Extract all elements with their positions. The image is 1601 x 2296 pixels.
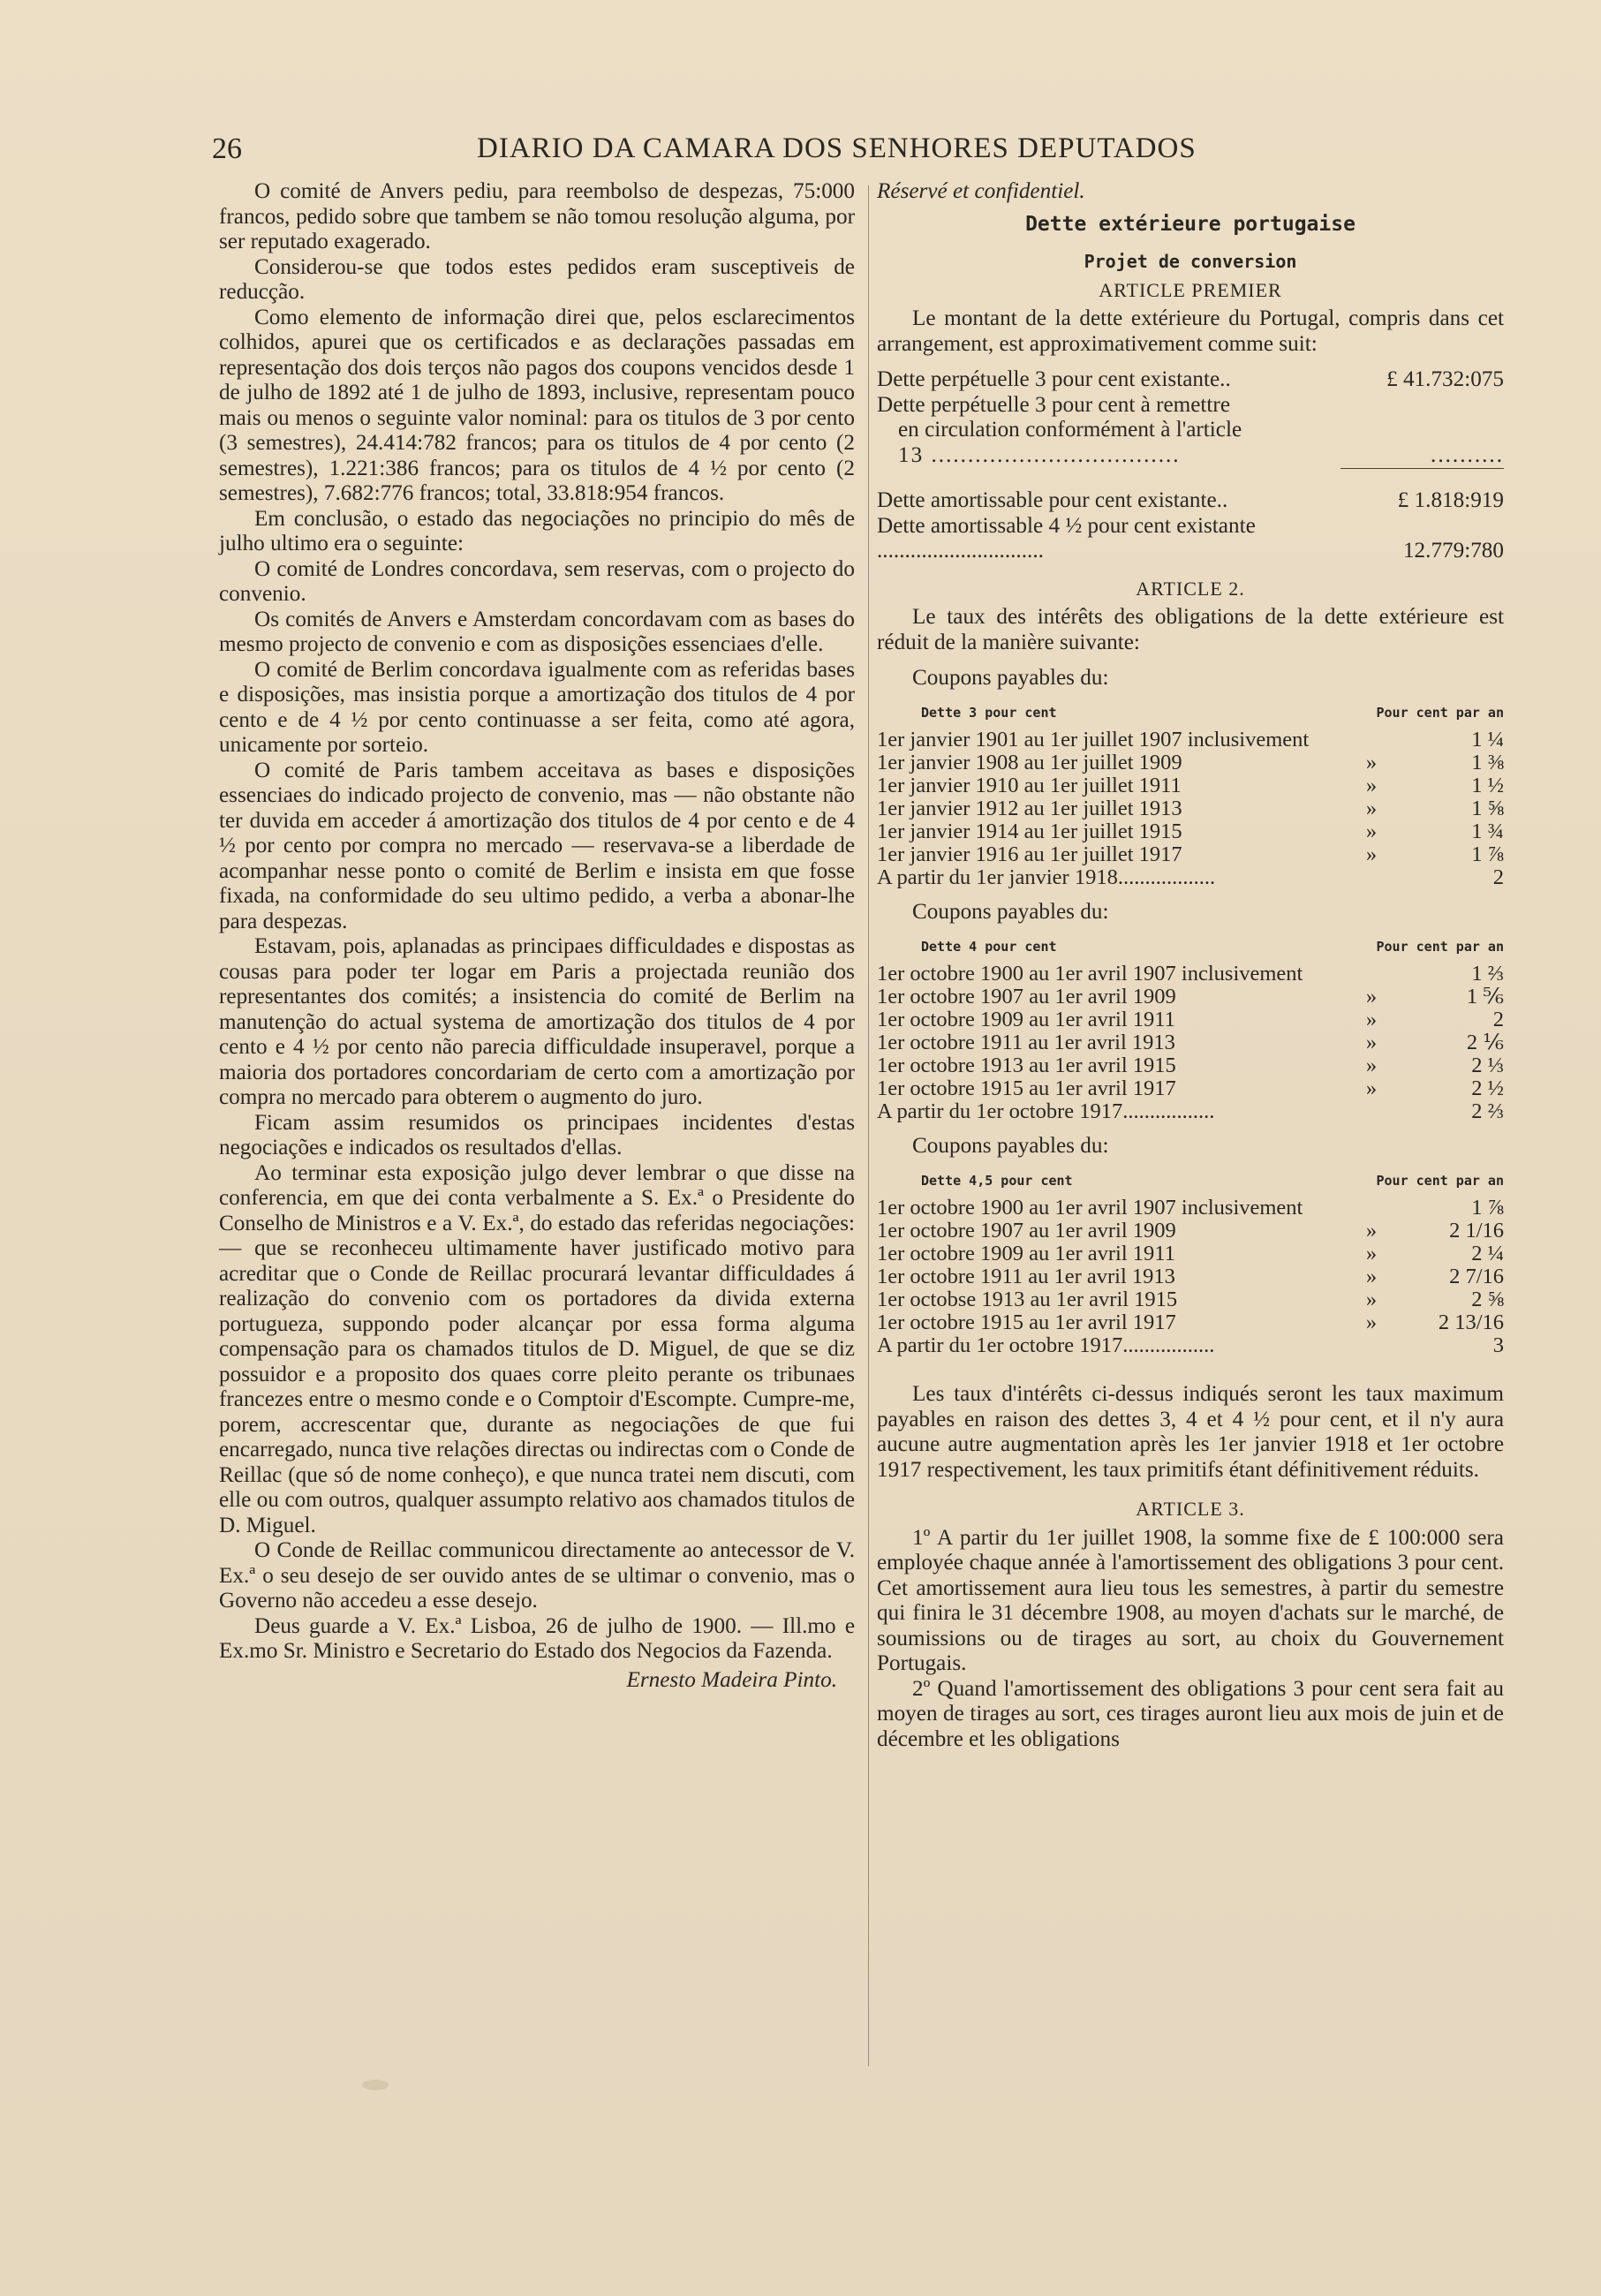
- coupon-row: [877, 774, 1504, 797]
- coupon-final-row: [877, 1334, 1504, 1357]
- coupon-rate: 2 ⅓: [1471, 1054, 1504, 1077]
- coupon-row: [877, 1077, 1504, 1100]
- table-row: [877, 418, 1504, 443]
- coupon-row: [877, 1054, 1504, 1077]
- paragraph: Como elemento de informação direi que, pelos esclarecimentos colhidos, apurei que os certificados e as declarações passadas em representação dos dois terços não pagos dos coupons vencidos desde 1 de julho de 1892 até 1 de julho de 1893, inclusive, representam pouco mais ou menos o seguinte valor nominal: para os titulos de 3 por cento (3 semestres), 24.414:782 francos; para os titulos de 4 por cento (2 semestres), 1.221:386 francos; para os titulos de 4 ½ por cento (2 semestres), 7.682:776 francos; total, 33.818:954 francos.: [219, 305, 855, 505]
- coupon-header-left: Dette 4 pour cent: [921, 938, 1057, 955]
- coupon-period: A partir du 1er octobre 1917.................: [877, 1333, 1215, 1357]
- coupon-period: 1er octobre 1915 au 1er avril 1917: [877, 1310, 1176, 1334]
- ditto-mark: »: [1365, 985, 1378, 1008]
- coupon-row: [877, 1197, 1504, 1220]
- coupon-row: [877, 1008, 1504, 1031]
- paragraph: Ao terminar esta exposição julgo dever lembrar o que disse na conferencia, em que dei conta verbalmente a S. Ex.ª o Presidente do Conselho de Ministros e a V. Ex.ª, do estado das referidas negociações: — que se reconheceu ultimamente haver justificado motivo para acreditar que o Conde de Reillac procurará levantar difficuldades á realização do convenio com os portadores da divida externa portugueza, suppondo poder alcançar por essa forma alguma compensação para os chamados titulos de D. Miguel, de que se diz possuidor e a proposito dos quaes corre pleito perante os tribunaes francezes entre o mesmo conde e o Comptoir d'Escompte. Cumpre-me, porem, accrescentar que, durante as negociações de que fui encarregado, nunca tive relações directas ou indirectas com o Conde de Reillac (que só de nome conheço), e que nunca tratei nem discuti, com elle ou com outros, qualquer assumpto relativo aos chamados titulos de D. Miguel.: [219, 1160, 855, 1537]
- paragraph: O Conde de Reillac communicou directamente ao antecessor de V. Ex.ª o seu desejo de ser ouvido antes de se ultimar o convenio, mas o Governo não accedeu a esse desejo.: [219, 1538, 855, 1612]
- article-heading: ARTICLE 2.: [1136, 577, 1245, 600]
- table-cell: ..........: [1340, 443, 1504, 469]
- coupon-period: 1er octobre 1907 au 1er avril 1909: [877, 985, 1176, 1008]
- table-cell: en circulation conformément à l'article: [898, 418, 1242, 442]
- ditto-mark: »: [1365, 1310, 1378, 1334]
- paragraph: Les taux d'intérêts ci-dessus indiqués seront les taux maximum payables en raison des dettes 3, 4 et 4 ½ pour cent, et il n'y aura aucune autre augmentation après les 1er janvier 1918 et 1er octobre 1917 respectivement, les taux primitifs étant définitivement réduits.: [877, 1382, 1504, 1482]
- coupon-group-title: Coupons payables du:: [912, 1134, 1109, 1158]
- table-cell: £ 41.732:075: [1386, 367, 1504, 391]
- debt-amount-table: [877, 367, 1504, 564]
- coupon-rate: 1 ⅞: [1471, 1196, 1504, 1220]
- coupon-period: 1er octobre 1909 au 1er avril 1911: [877, 1008, 1175, 1031]
- table-cell: Dette perpétuelle 3 pour cent à remettre: [877, 392, 1230, 417]
- coupon-rate: 1 ⅞: [1471, 842, 1504, 866]
- paragraph: Ficam assim resumidos os principaes incidentes d'estas negociações e indicados os resultados d'ellas.: [219, 1110, 855, 1159]
- ditto-mark: »: [1365, 797, 1378, 820]
- ditto-mark: »: [1365, 1054, 1378, 1077]
- left-column: [219, 179, 855, 1693]
- table-cell: 12.779:780: [1402, 539, 1504, 563]
- coupon-header-right: Pour cent par an: [1376, 938, 1504, 955]
- coupon-period: 1er octobre 1913 au 1er avril 1915: [877, 1054, 1176, 1077]
- table-cell: Dette amortissable pour cent existante..: [877, 488, 1228, 512]
- ditto-mark: »: [1365, 1219, 1378, 1242]
- table-cell: [1340, 393, 1504, 419]
- ditto-mark: »: [1365, 1242, 1378, 1265]
- coupon-header: [877, 1168, 1504, 1194]
- coupon-rate: 2 1/16: [1449, 1219, 1504, 1242]
- coupon-rate: 1 ½: [1471, 774, 1504, 797]
- document-title: Dette extérieure portugaise: [1025, 212, 1356, 236]
- coupon-period: 1er octobse 1913 au 1er avril 1915: [877, 1288, 1178, 1311]
- ditto-mark: »: [1365, 1031, 1378, 1054]
- coupon-header-left: Dette 3 pour cent: [921, 704, 1057, 721]
- coupon-rate: 1 ⅝: [1471, 797, 1504, 820]
- table-cell: 13 ..................................: [898, 442, 1181, 467]
- coupon-final-row: [877, 1100, 1504, 1123]
- coupon-group-title: Coupons payables du:: [912, 900, 1109, 924]
- coupon-row: [877, 797, 1504, 820]
- paragraph: O comité de Londres concordava, sem reservas, com o projecto do convenio.: [219, 556, 855, 606]
- paragraph: Le montant de la dette extérieure du Portugal, compris dans cet arrangement, est approximativement comme suit:: [877, 306, 1504, 356]
- coupon-header: [877, 700, 1504, 726]
- ditto-mark: »: [1365, 1265, 1378, 1288]
- coupon-row: [877, 751, 1504, 774]
- coupon-header-left: Dette 4,5 pour cent: [921, 1172, 1073, 1189]
- coupon-row: [877, 1031, 1504, 1054]
- table-row: [877, 393, 1504, 419]
- ditto-mark: [1327, 1197, 1416, 1220]
- coupon-period: 1er octobre 1911 au 1er avril 1913: [877, 1031, 1175, 1054]
- coupon-group-title: Coupons payables du:: [912, 666, 1109, 690]
- coupon-rate: 2 13/16: [1438, 1310, 1504, 1334]
- table-row: [877, 367, 1504, 393]
- paragraph: O comité de Berlim concordava igualmente com as referidas bases e disposições, mas insistia porque a amortização dos titulos de 4 por cento e de 4 ½ por cento continuasse a ser feita, como até agora, unicamente por sorteio.: [219, 657, 855, 757]
- table-row: [877, 514, 1504, 564]
- ditto-mark: »: [1365, 842, 1378, 866]
- coupon-rate: 1 ¼: [1471, 728, 1504, 751]
- ditto-mark: »: [1365, 774, 1378, 797]
- coupon-rate: 2 ½: [1471, 1076, 1504, 1100]
- coupon-row: [877, 820, 1504, 843]
- coupon-period: A partir du 1er janvier 1918..................: [877, 865, 1216, 889]
- paragraph: O comité de Paris tambem acceitava as bases e disposições essenciaes do indicado projecto de convenio, mas — não obstante não ter duvida em acceder á amortização dos titulos de 4 por cento e de 4 ½ por cento por compra no mercado — reservava-se a liberdade de acompanhar nesse ponto o comité de Berlim e insista em que fosse fixada, na conformidade do seu ultimo pedido, a verba a abonar-lhe para despezas.: [219, 758, 855, 933]
- paragraph: 1º A partir du 1er juillet 1908, la somme fixe de £ 100:000 sera employée chaque année à l'amortissement des obligations 3 pour cent. Cet amortissement aura lieu tous les semestres, à partir du semestre qui finira le 31 décembre 1908, au moyen d'achats sur le marché, de soumissions ou de tirages au sort, au choix du Gouvernement Portugais.: [877, 1525, 1504, 1675]
- paragraph: Em conclusão, o estado das negociações no principio do mês de julho ultimo era o seguinte:: [219, 506, 855, 555]
- coupon-period: 1er octobre 1900 au 1er avril 1907 inclusivement: [877, 962, 1303, 986]
- coupon-rate: 2 ¼: [1471, 1242, 1504, 1265]
- paragraph: Os comités de Anvers e Amsterdam concordavam com as bases do mesmo projecto de convenio e com as disposições essenciaes d'elle.: [219, 607, 855, 656]
- coupon-rate: 1 ⅔: [1471, 962, 1504, 986]
- ditto-mark: »: [1365, 1288, 1378, 1311]
- coupon-row: [877, 1265, 1504, 1288]
- coupon-row: [877, 986, 1504, 1008]
- journal-title: DIARIO DA CAMARA DOS SENHORES DEPUTADOS: [477, 132, 1197, 164]
- ditto-mark: [1327, 729, 1416, 751]
- table-cell: Dette amortissable 4 ½ pour cent existante ..............................: [877, 513, 1256, 563]
- coupon-schedule-3pct: [877, 666, 1504, 889]
- ditto-mark: [1327, 963, 1416, 986]
- paragraph: Estavam, pois, aplanadas as principaes difficuldades e dispostas as cousas para poder ter logar em Paris a projectada reunião dos representantes dos comités; a insistencia do comité de Berlim na manutenção do actual systema de amortização dos titulos de 4 por cento e 4 ½ por cento não parecia difficuldade insuperavel, porque a maioria dos portadores concordariam de certo com a amortização por compra no mercado para obterem o augmento do juro.: [219, 934, 855, 1109]
- column-divider: [868, 185, 869, 2066]
- table-cell: [1340, 418, 1504, 443]
- coupon-schedule-4pct: [877, 900, 1504, 1123]
- coupon-row: [877, 1288, 1504, 1311]
- article-heading: ARTICLE PREMIER: [1099, 278, 1282, 301]
- coupon-rate: 1 ¾: [1471, 819, 1504, 843]
- document-subtitle: Projet de conversion: [1084, 251, 1297, 272]
- coupon-row: [877, 1311, 1504, 1334]
- signature: Ernesto Madeira Pinto.: [626, 1667, 837, 1692]
- right-column: [877, 179, 1504, 1752]
- coupon-period: 1er janvier 1914 au 1er juillet 1915: [877, 819, 1182, 843]
- coupon-rate: 2 7/16: [1449, 1265, 1504, 1288]
- coupon-rate: 2 ⅙: [1466, 1031, 1504, 1054]
- coupon-period: 1er octobre 1915 au 1er avril 1917: [877, 1076, 1176, 1100]
- coupon-period: 1er janvier 1908 au 1er juillet 1909: [877, 751, 1182, 774]
- ditto-mark: »: [1365, 1008, 1378, 1031]
- coupon-row: [877, 729, 1504, 751]
- paragraph: Deus guarde a V. Ex.ª Lisboa, 26 de julho de 1900. — Ill.mo e Ex.mo Sr. Ministro e Secretario do Estado dos Negocios da Fazenda.: [219, 1613, 855, 1663]
- coupon-header: [877, 934, 1504, 960]
- coupon-final-row: [877, 866, 1504, 889]
- coupon-header-right: Pour cent par an: [1376, 1172, 1504, 1189]
- coupon-period: 1er octobre 1909 au 1er avril 1911: [877, 1242, 1175, 1265]
- coupon-rate: 2: [1492, 1008, 1504, 1031]
- coupon-row: [877, 1242, 1504, 1265]
- coupon-row: [877, 963, 1504, 986]
- coupon-header-right: Pour cent par an: [1376, 704, 1504, 721]
- coupon-rate: 1 ⅚: [1466, 985, 1504, 1008]
- page-number: 26: [212, 132, 242, 165]
- coupon-period: 1er janvier 1912 au 1er juillet 1913: [877, 797, 1182, 820]
- article-heading: ARTICLE 3.: [1136, 1498, 1245, 1520]
- ditto-mark: »: [1365, 1076, 1378, 1100]
- paragraph: Le taux des intérêts des obligations de la dette extérieure est réduit de la manière suivante:: [877, 605, 1504, 654]
- coupon-schedule-4-5pct: [877, 1134, 1504, 1357]
- coupon-period: A partir du 1er octobre 1917.................: [877, 1099, 1215, 1123]
- coupon-rate: 2 ⅝: [1471, 1288, 1504, 1311]
- table-cell: £ 1.818:919: [1397, 488, 1504, 512]
- ditto-mark: »: [1365, 751, 1378, 774]
- ditto-mark: »: [1365, 819, 1378, 843]
- coupon-rate: 3: [1492, 1333, 1504, 1357]
- coupon-period: 1er janvier 1910 au 1er juillet 1911: [877, 774, 1182, 797]
- coupon-period: 1er octobre 1907 au 1er avril 1909: [877, 1219, 1176, 1242]
- coupon-period: 1er octobre 1911 au 1er avril 1913: [877, 1265, 1175, 1288]
- paragraph: Considerou-se que todos estes pedidos eram susceptiveis de reducção.: [219, 254, 855, 304]
- page-header: [212, 132, 1254, 168]
- confidential-note: Réservé et confidentiel.: [877, 179, 1085, 203]
- coupon-row: [877, 1220, 1504, 1242]
- coupon-period: 1er janvier 1901 au 1er juillet 1907 inclusivement: [877, 728, 1310, 751]
- table-row: [877, 488, 1504, 514]
- table-row: [877, 443, 1504, 469]
- coupon-period: 1er janvier 1916 au 1er juillet 1917: [877, 842, 1182, 866]
- paper-stain: [362, 2080, 389, 2090]
- paragraph: O comité de Anvers pediu, para reembolso de despezas, 75:000 francos, pedido sobre que tambem se não tomou resolução alguma, por ser reputado exagerado.: [219, 179, 855, 253]
- coupon-rate: 2: [1492, 865, 1504, 889]
- coupon-period: 1er octobre 1900 au 1er avril 1907 inclusivement: [877, 1196, 1303, 1220]
- coupon-rate: 2 ⅔: [1471, 1099, 1504, 1123]
- table-cell: Dette perpétuelle 3 pour cent existante..: [877, 367, 1231, 391]
- coupon-rate: 1 ⅜: [1471, 751, 1504, 774]
- coupon-row: [877, 843, 1504, 866]
- paragraph: 2º Quand l'amortissement des obligations 3 pour cent sera fait au moyen de tirages au sort, ces tirages auront lieu aux mois de juin et de décembre et les obligations: [877, 1676, 1504, 1751]
